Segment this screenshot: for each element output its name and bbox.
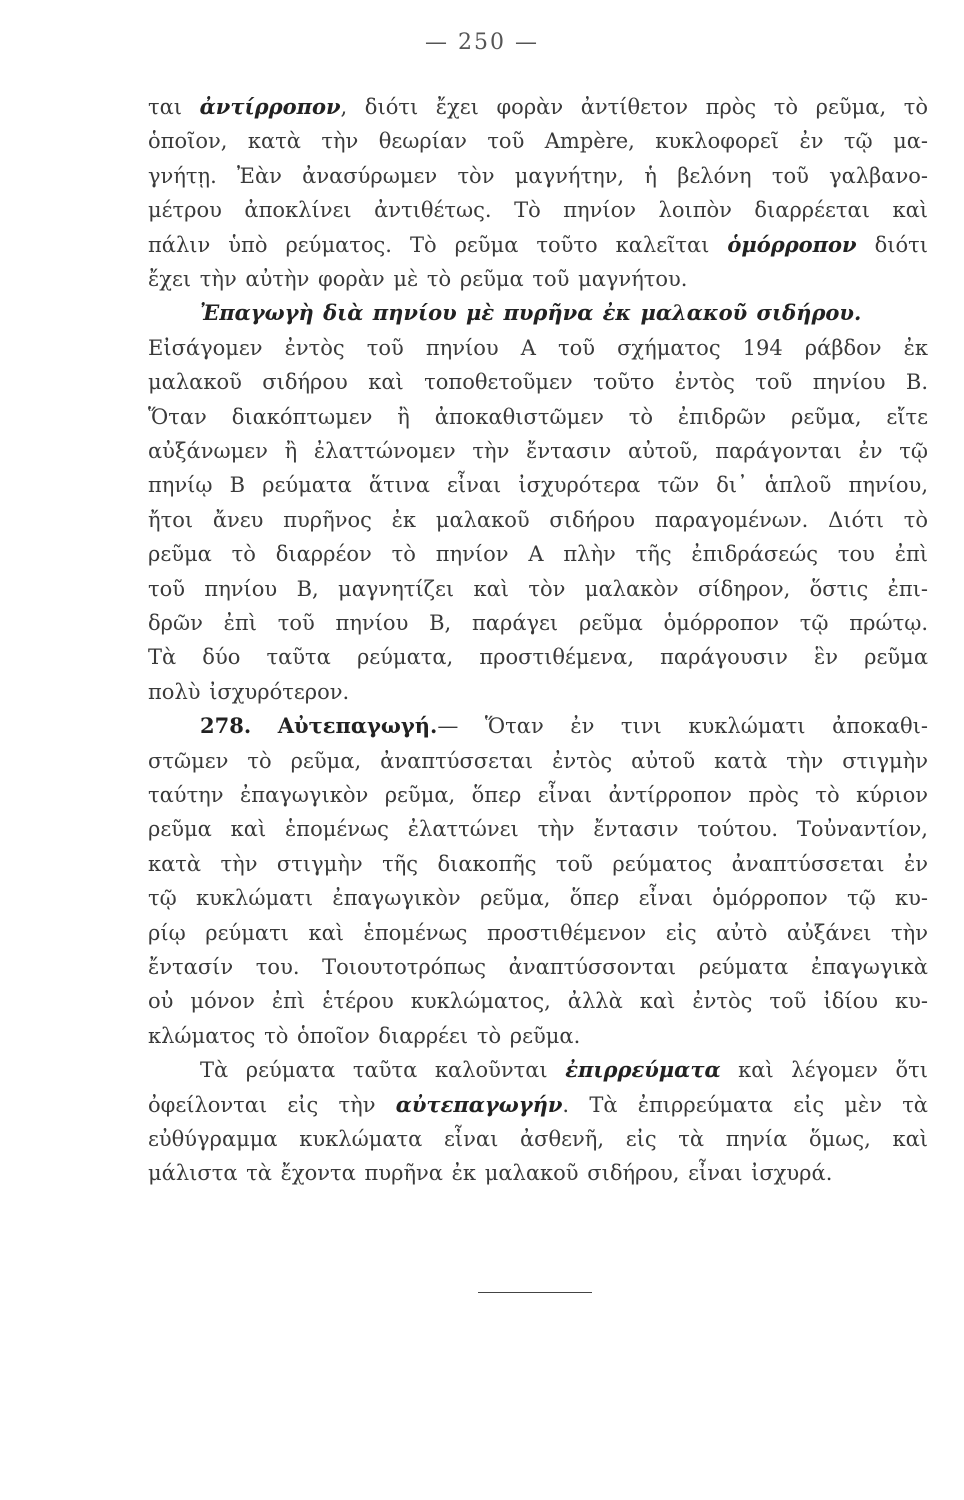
text-line: γνήτῃ. Ἐὰν ἀνασύρωμεν τὸν μαγνήτην, ἡ βελόνη τοῦ γαλβανο- — [148, 163, 928, 188]
line-text: . Τὰ ἐπιρρεύματα εἰς μὲν τὰ — [562, 1092, 928, 1117]
line-text: — Ὅταν ἐν τινι κυκλώματι ἀποκαθι- — [437, 714, 928, 739]
text-line — [148, 228, 928, 262]
text-line: ἤτοι ἄνευ πυρῆνος ἐκ μαλακοῦ σιδήρου παραγομένων. Διότι τὸ — [148, 507, 928, 532]
text-line: μάλιστα τὰ ἔχοντα πυρῆνα ἐκ μαλακοῦ σιδήρου, εἶναι ἰσχυρά. — [148, 1161, 833, 1186]
text-line: κατὰ τὴν στιγμὴν τῆς διακοπῆς τοῦ ρεύματος ἀναπτύσσεται ἐν — [148, 851, 928, 876]
page-number: — 250 — — [425, 30, 539, 55]
text-line: στῶμεν τὸ ρεῦμα, ἀναπτύσσεται ἐντὸς αὐτοῦ κατὰ τὴν στιγμὴν — [148, 748, 928, 773]
text-line: Ὅταν διακόπτωμεν ἢ ἀποκαθιστῶμεν τὸ ἐπιδρῶν ρεῦμα, εἴτε — [148, 404, 928, 429]
line-text: , διότι ἔχει φορὰν ἀντίθετον πρὸς τὸ ρεῦμα, τὸ — [340, 95, 928, 119]
text-line — [200, 1053, 928, 1087]
text-line: ρεῦμα τὸ διαρρέον τὸ πηνίον Α πλὴν τῆς ἐπιδράσεώς του ἐπὶ — [148, 542, 928, 567]
text-line: αὐξάνωμεν ἢ ἐλαττώνομεν τὴν ἔντασιν αὐτοῦ, παράγονται ἐν τῷ — [148, 439, 928, 463]
section-number: 278. — [200, 713, 252, 739]
text-line: ταύτην ἐπαγωγικὸν ρεῦμα, ὅπερ εἶναι ἀντίρροπον πρὸς τὸ κύριον — [148, 783, 928, 807]
text-line — [200, 296, 928, 330]
closing-rule — [478, 1292, 592, 1293]
text-line: ἔντασίν του. Τοιουτοτρόπως ἀναπτύσσονται ρεύματα ἐπαγωγικὰ — [148, 955, 928, 979]
text-line — [148, 90, 928, 124]
emphasized-term: ὁμόρροπον — [727, 231, 857, 257]
text-line: εὐθύγραμμα κυκλώματα εἶναι ἀσθενῆ, εἰς τὰ πηνία ὅμως, καὶ — [148, 1127, 928, 1151]
text-line: τῷ κυκλώματι ἐπαγωγικὸν ρεῦμα, ὅπερ εἶναι ὁμόρροπον τῷ κυ- — [148, 886, 928, 911]
text-line: δρῶν ἐπὶ τοῦ πηνίου Β, παράγει ρεῦμα ὁμόρροπον τῷ πρώτῳ. — [148, 611, 928, 635]
text-line: ἔχει τὴν αὐτὴν φορὰν μὲ τὸ ρεῦμα τοῦ μαγνήτου. — [148, 267, 688, 291]
emphasized-term: ἀντίρροπον — [199, 94, 341, 119]
text-line: Τὰ δύο ταῦτα ρεύματα, προστιθέμενα, παράγουσιν ἓν ρεῦμα — [148, 645, 928, 670]
text-line: μαλακοῦ σιδήρου καὶ τοποθετοῦμεν τοῦτο ἐντὸς τοῦ πηνίου Β. — [148, 370, 928, 395]
line-text: πάλιν ὑπὸ ρεύματος. Τὸ ρεῦμα τοῦτο καλεῖται — [148, 232, 728, 257]
text-line — [200, 709, 928, 743]
section-title: Αὐτεπαγωγή. — [277, 713, 438, 739]
subsection-heading: Ἐπαγωγὴ διὰ πηνίου μὲ πυρῆνα ἐκ μαλακοῦ σιδήρου. — [200, 300, 862, 326]
text-line: ρεῦμα καὶ ἑπομένως ἐλαττώνει τὴν ἔντασιν τούτου. Τοὐναντίον, — [148, 817, 928, 842]
text-line: πολὺ ἰσχυρότερον. — [148, 679, 350, 704]
text-line: μέτρου ἀποκλίνει ἀντιθέτως. Τὸ πηνίον λοιπὸν διαρρέεται καὶ — [148, 198, 928, 223]
line-text: Τὰ ρεύματα ταῦτα καλοῦνται — [200, 1058, 566, 1083]
text-line: κλώματος τὸ ὁποῖον διαρρέει τὸ ρεῦμα. — [148, 1023, 581, 1048]
text-line: ρίῳ ρεύματι καὶ ἑπομένως προστιθέμενον εἰς αὐτὸ αὐξάνει τὴν — [148, 920, 928, 945]
line-text: καὶ λέγομεν ὅτι — [720, 1058, 928, 1083]
text-line: τοῦ πηνίου Β, μαγνητίζει καὶ τὸν μαλακὸν σίδηρον, ὅστις ἐπι- — [148, 576, 928, 601]
text-line: οὐ μόνον ἐπὶ ἑτέρου κυκλώματος, ἀλλὰ καὶ ἐντὸς τοῦ ἰδίου κυ- — [148, 989, 928, 1014]
line-text: διότι — [856, 232, 928, 257]
line-text: ὀφείλονται εἰς τὴν — [148, 1092, 396, 1117]
emphasized-term: ἐπιρρεύματα — [565, 1057, 721, 1083]
text-line: πηνίῳ Β ρεύματα ἅτινα εἶναι ἰσχυρότερα τῶν δι᾿ ἁπλοῦ πηνίου, — [148, 473, 928, 498]
text-line: ὁποῖον, κατὰ τὴν θεωρίαν τοῦ Ampère, κυκλοφορεῖ ἐν τῷ μα- — [148, 129, 928, 154]
text-line: Εἰσάγομεν ἐντὸς τοῦ πηνίου Α τοῦ σχήματος 194 ράβδον ἐκ — [148, 335, 928, 360]
line-text: ται — [148, 95, 200, 119]
emphasized-term: αὐτεπαγωγήν — [395, 1091, 563, 1117]
text-line — [148, 1088, 928, 1122]
